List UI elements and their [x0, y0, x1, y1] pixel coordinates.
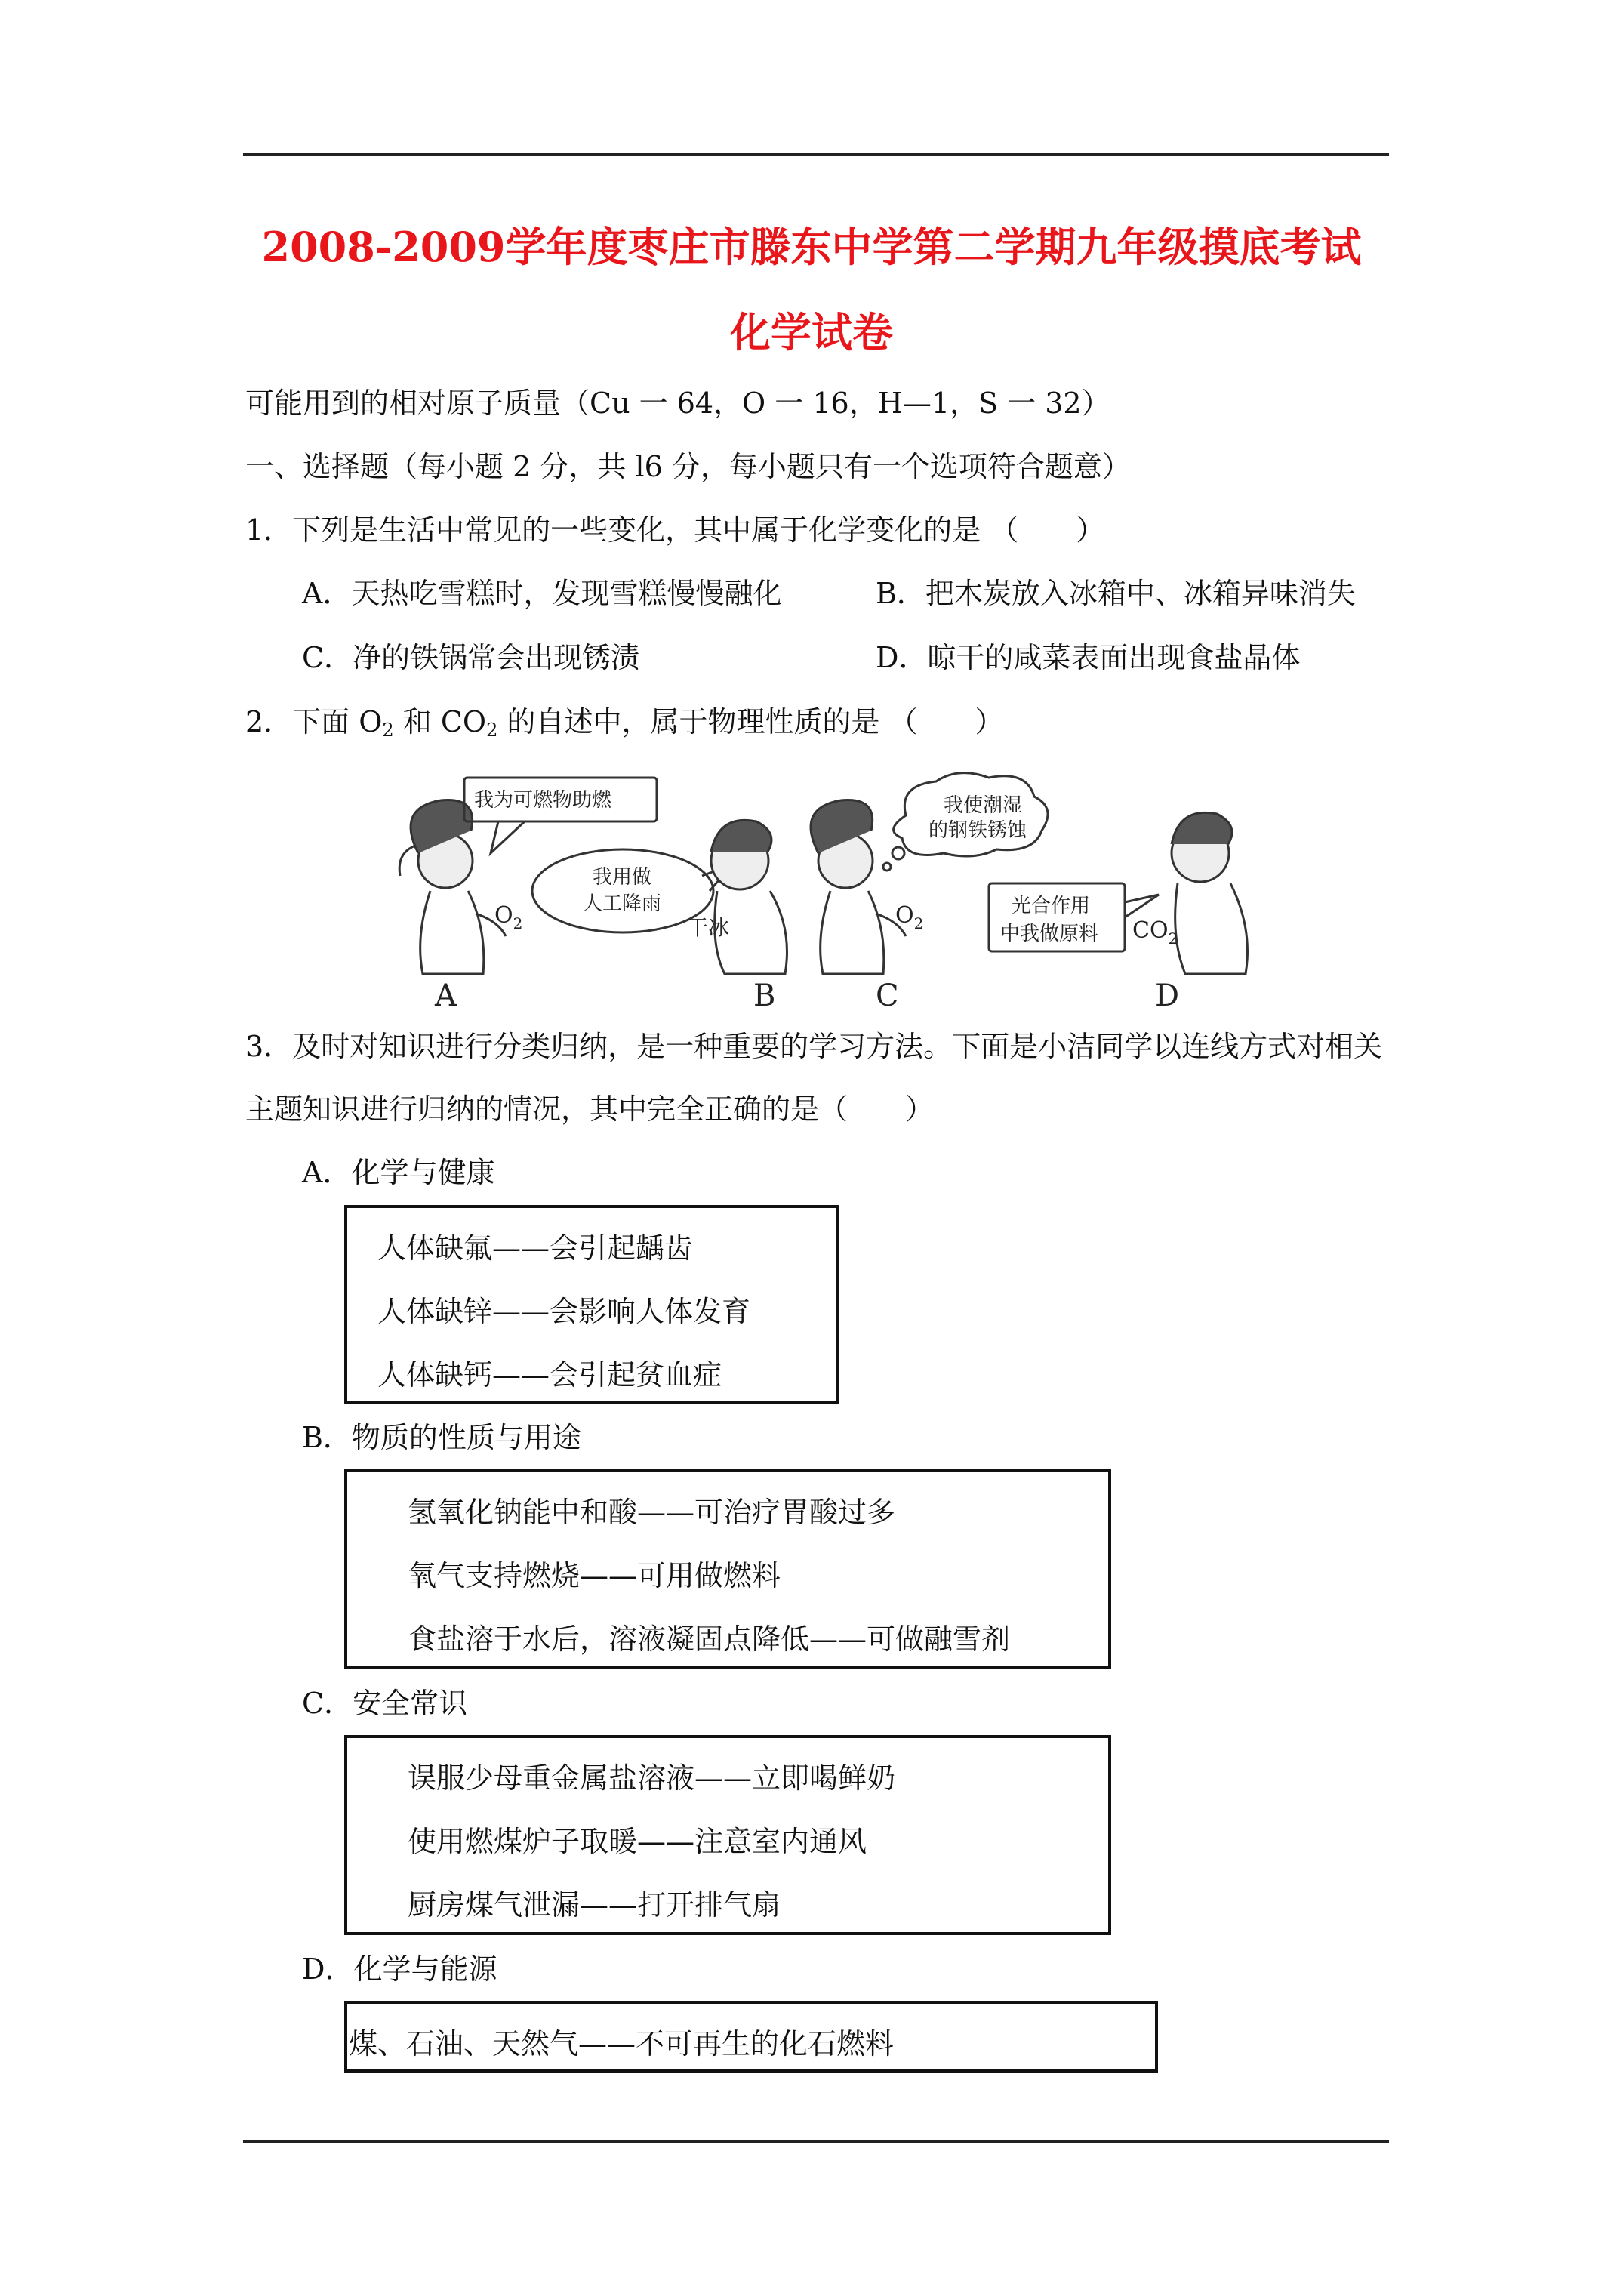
bubble-c-text-1: 我使潮湿 [944, 794, 1023, 817]
question-1-option-a: A．天热吃雪糕时，发现雪糕慢慢融化 [302, 577, 782, 610]
option-a-title: A．化学与健康 [302, 1156, 495, 1189]
option-b-row-2: 氧气支持燃烧——可用做燃料 [408, 1559, 781, 1592]
svg-text:O2 [895, 902, 923, 932]
co2-tag-sub: 2 [1168, 929, 1178, 948]
option-b-box [344, 1469, 1111, 1669]
question-1-option-d: D．晾干的咸菜表面出现食盐晶体 [876, 641, 1301, 674]
top-rule [243, 153, 1389, 156]
o2-tag-c: O [895, 902, 914, 929]
question-1-stem: 1．下列是生活中常见的一些变化，其中属于化学变化的是 （ ） [245, 513, 1105, 547]
bubble-d-text-1: 光合作用 [1012, 895, 1091, 917]
option-a-box [344, 1205, 839, 1404]
option-c-row-2: 使用燃煤炉子取暖——注意室内通风 [408, 1825, 867, 1858]
boy-figure-d [1172, 812, 1248, 974]
figure-label-a: A [435, 978, 457, 1012]
bottom-rule [243, 2140, 1389, 2143]
q2-sub-a: 2 [382, 720, 394, 741]
figure-label-c: C [876, 978, 899, 1012]
page-title: 2008-2009学年度枣庄市滕东中学第二学期九年级摸底考试 [261, 223, 1362, 271]
speech-bubble-b [532, 849, 713, 932]
page-subtitle: 化学试卷 [730, 308, 893, 356]
co2-tag: CO [1132, 917, 1169, 944]
svg-text:CO2 [1132, 917, 1178, 948]
question-3-stem-line-2: 主题知识进行归纳的情况，其中完全正确的是（ ） [245, 1093, 935, 1126]
bubble-b-text-2: 人工降雨 [583, 892, 662, 915]
option-b-row-1: 氢氧化钠能中和酸——可治疗胃酸过多 [408, 1496, 896, 1529]
svg-text:O2 [494, 902, 522, 932]
option-b-title: B．物质的性质与用途 [302, 1421, 581, 1454]
option-c-row-1: 误服少母重金属盐溶液——立即喝鲜奶 [408, 1761, 896, 1795]
q2-stem-post: 的自述中，属于物理性质的是 （ ） [497, 705, 1004, 738]
atomic-masses-note: 可能用到的相对原子质量（Cu 一 64，O 一 16，H—1，S 一 32） [245, 387, 1110, 420]
option-b-row-3: 食盐溶于水后，溶液凝固点降低——可做融雪剂 [408, 1623, 1011, 1656]
bubble-a-text: 我为可燃物助燃 [474, 789, 612, 812]
option-d-title: D．化学与能源 [302, 1952, 497, 1986]
question-3-stem-line-1: 3．及时对知识进行分类归纳，是一种重要的学习方法。下面是小洁同学以连线方式对相关 [245, 1030, 1383, 1063]
bubble-c-text-2: 的钢铁锈蚀 [929, 819, 1027, 842]
question-2-stem [245, 702, 1004, 750]
section-heading: 一、选择题（每小题 2 分，共 l6 分，每小题只有一个选项符合题意） [245, 450, 1131, 483]
o2-tag-a-sub: 2 [513, 914, 523, 932]
question-1-option-b: B．把木炭放入冰箱中、冰箱异味消失 [876, 577, 1356, 610]
figure-label-b: B [753, 978, 776, 1012]
option-a-row-2: 人体缺锌——会影响人体发育 [377, 1295, 751, 1328]
figure-label-d: D [1155, 978, 1180, 1012]
dry-ice-tag: 干冰 [687, 915, 730, 940]
option-d-row-1: 煤、石油、天然气——不可再生的化石燃料 [349, 2027, 895, 2060]
question-1-option-c: C．净的铁锅常会出现锈渍 [302, 641, 640, 674]
option-a-row-3: 人体缺钙——会引起贫血症 [377, 1358, 722, 1391]
o2-tag-c-sub: 2 [913, 914, 924, 932]
girl-figure-c [811, 800, 906, 975]
bubble-b-text-1: 我用做 [593, 866, 652, 889]
girl-figure-a [399, 800, 506, 975]
bubble-d-text-2: 中我做原料 [1000, 923, 1099, 945]
boy-figure-b [711, 820, 787, 974]
q2-stem-mid: 和 CO [393, 705, 487, 738]
option-c-row-3: 厨房煤气泄漏——打开排气扇 [408, 1888, 781, 1922]
option-a-row-1: 人体缺氟——会引起龋齿 [377, 1231, 694, 1265]
q2-sub-b: 2 [486, 720, 498, 741]
q2-stem-pre: 2．下面 O [245, 705, 383, 738]
o2-tag-a: O [494, 902, 513, 929]
question-2-illustration [385, 770, 1366, 1012]
option-c-title: C．安全常识 [302, 1687, 468, 1720]
option-d-box [344, 2001, 1158, 2073]
option-c-box [344, 1735, 1111, 1935]
